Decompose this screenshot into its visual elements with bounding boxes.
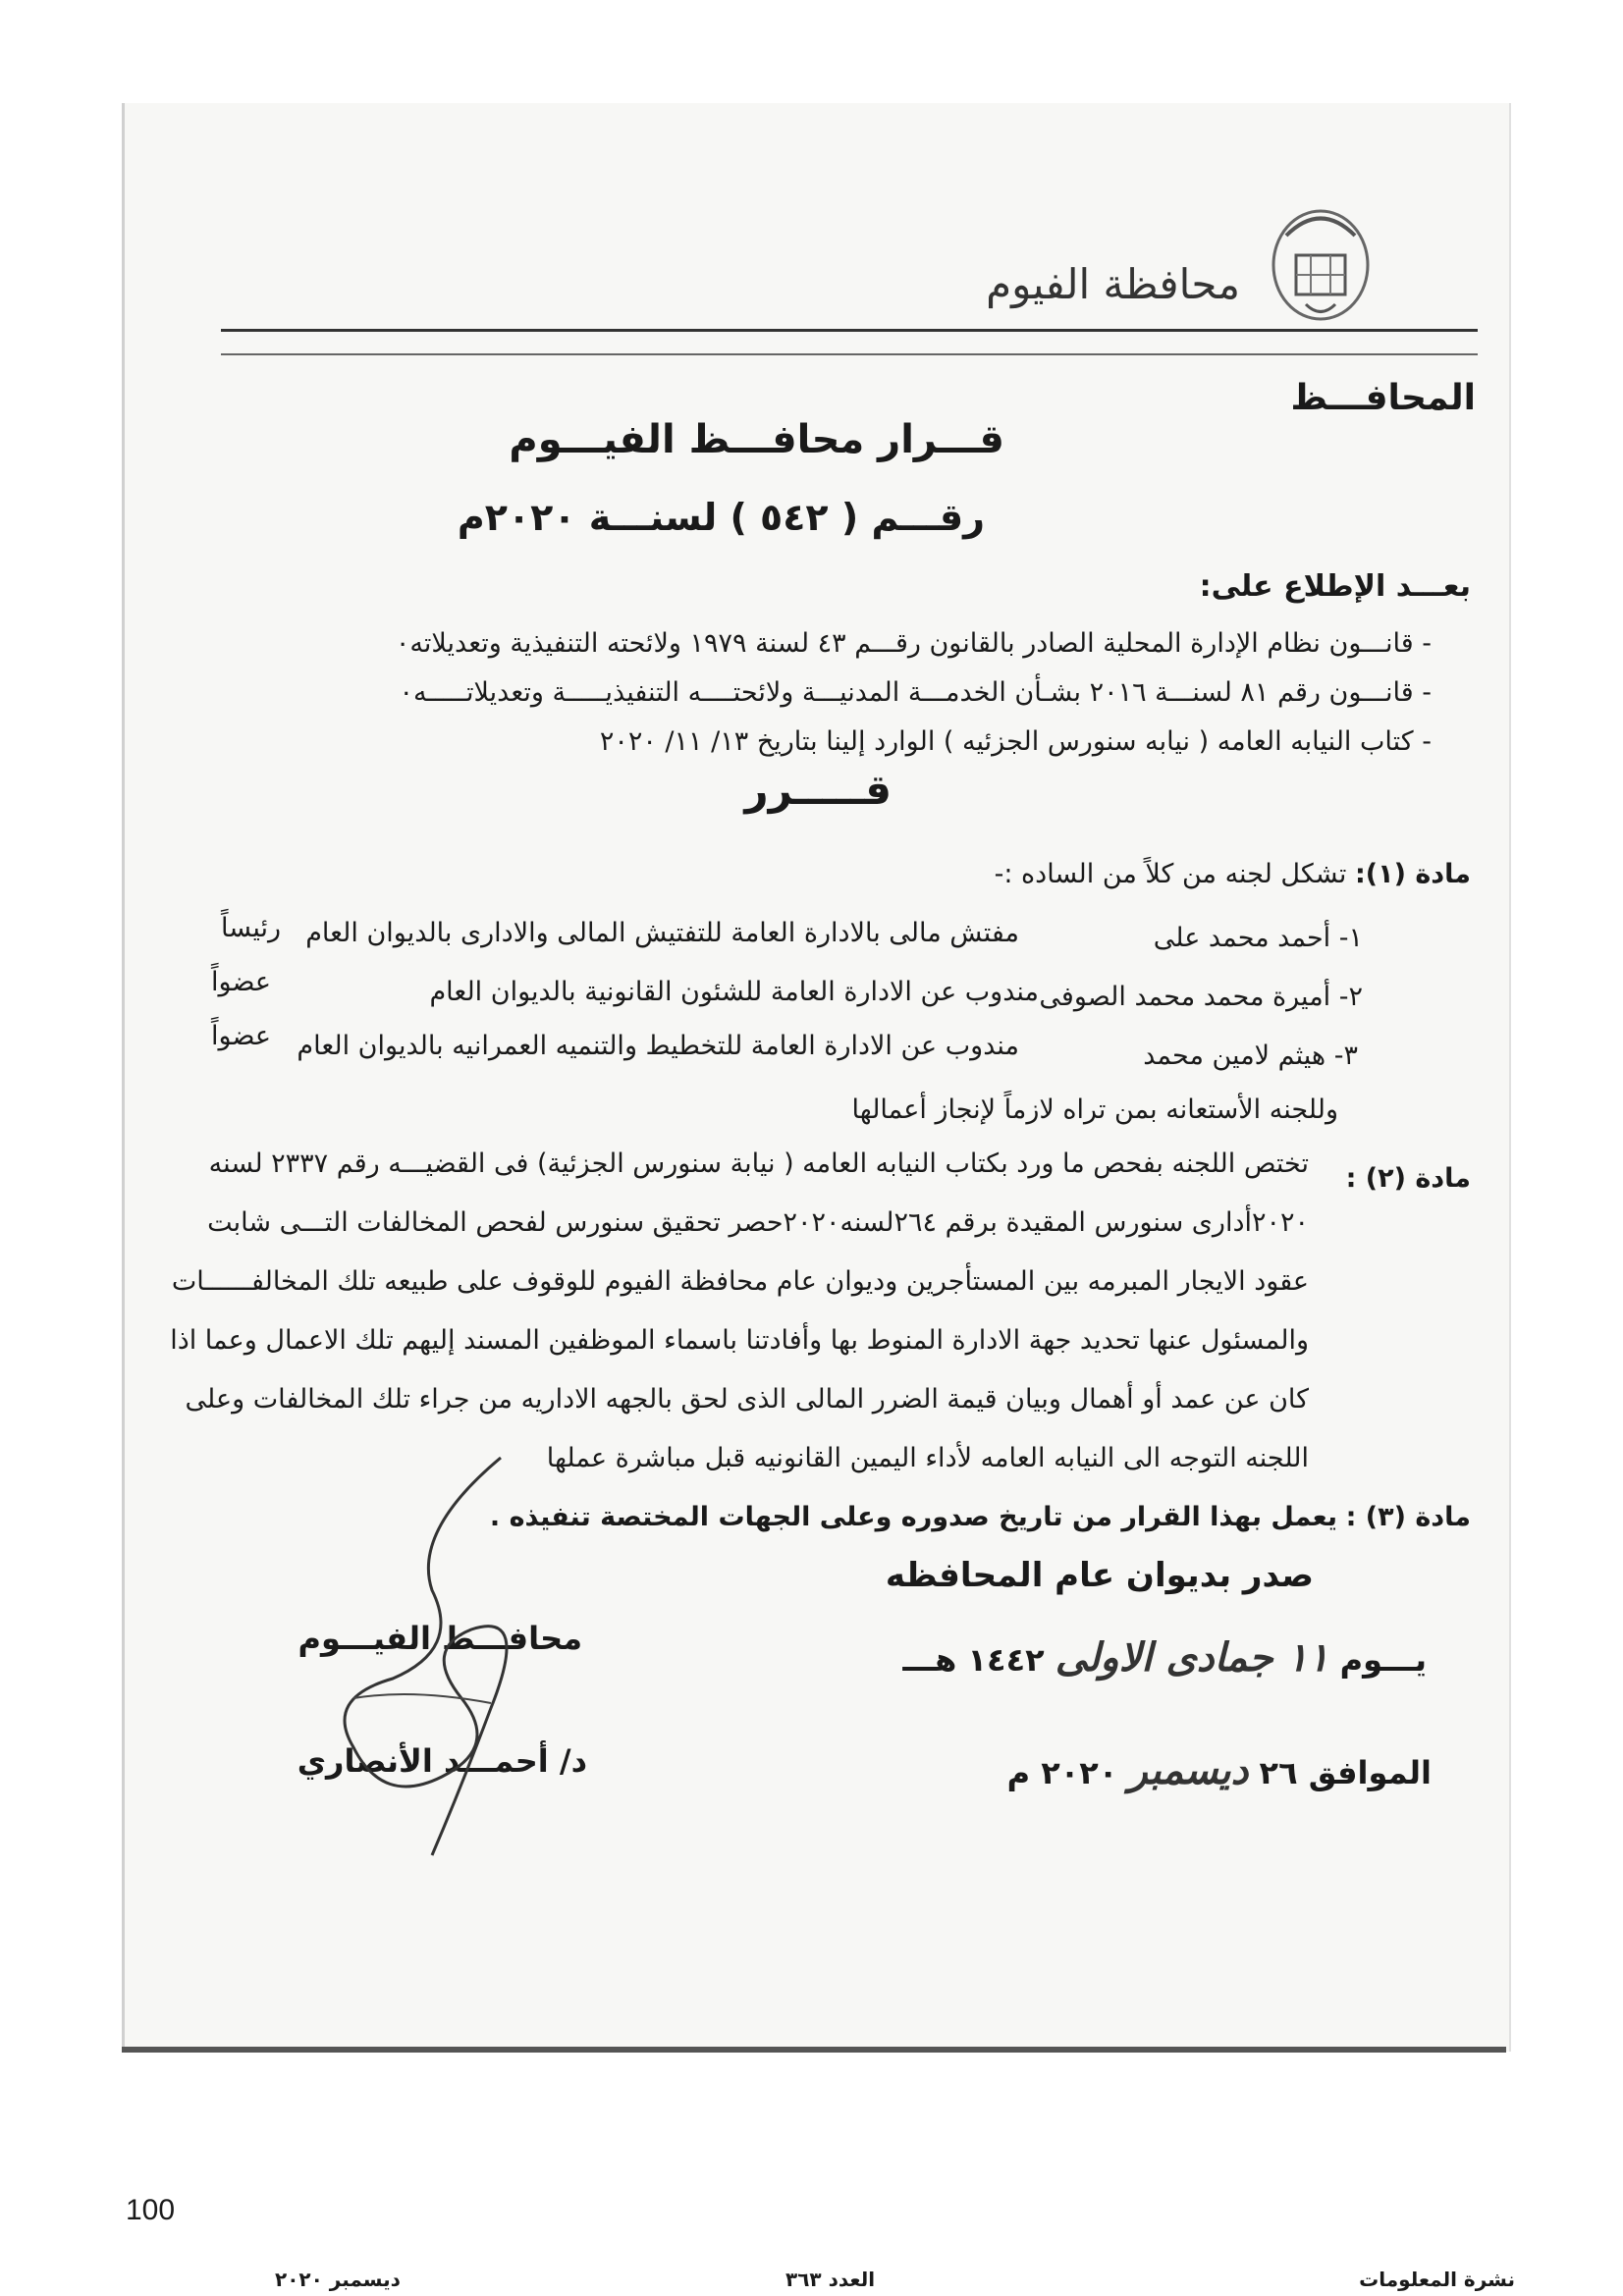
page-number: 100 (126, 2194, 176, 2226)
article-2-label: مادة (٢) : (1345, 1163, 1471, 1194)
reference-1: - قانـــون نظام الإدارة المحلية الصادر بالقانون رقـــم ٤٣ لسنة ١٩٧٩ ولائحته التنفيذية وتعديلاته٠ (395, 628, 1432, 659)
member-2-name: ٢- أميرة محمد محمد الصوفى (1039, 982, 1363, 1012)
article-1-text: تشكل لجنه من كلاً من الساده :- (994, 859, 1347, 889)
article-3-label: مادة (٣) : (1345, 1502, 1471, 1532)
article-2-line-6: اللجنه التوجه الى النيابه العامه لأداء اليمين القانونيه قبل مباشرة عملها (546, 1443, 1309, 1473)
member-1-name: ١- أحمد محمد على (1153, 923, 1363, 953)
handwritten-signature (295, 1453, 550, 1865)
member-3-name: ٣- هيثم لامين محمد (1143, 1041, 1358, 1071)
article-2-line-5: كان عن عمد أو أهمال وبيان قيمة الضرر المالى الذى لحق بالجهه الاداريه من جراء تلك المخالفات وعلى (185, 1384, 1309, 1415)
member-2-role: عضواً (211, 967, 271, 997)
article-2-line-1: تختص اللجنه بفحص ما ورد بكتاب النيابه العامه ( نيابة سنورس الجزئية) فى القضيـــه رقم ٢٣٣٧ لسنه (208, 1148, 1309, 1179)
member-3-role: عضواً (211, 1021, 271, 1051)
header-rule (221, 329, 1478, 332)
article-2-line-2: ٢٠٢٠أدارى سنورس المقيدة برقم ٢٦٤لسنه٢٠٢٠حصر تحقيق سنورس لفحص المخالفات التـــى شابت (207, 1207, 1309, 1238)
signatory-name: د/ أحمـــد الأنصاري (297, 1742, 587, 1780)
scan-edge (122, 2047, 1506, 2053)
member-3-desc: مندوب عن الادارة العامة للتخطيط والتنميه العمرانيه بالديوان العام (297, 1031, 1019, 1061)
article-1-label: مادة (١): (1354, 859, 1471, 889)
article-2-line-4: والمسئول عنها تحديد جهة الادارة المنوط بها وأفادتنا باسماء الموظفين المسند إليهم تلك الاعمال وعما اذا (170, 1325, 1309, 1356)
member-1-role: رئيساً (221, 913, 282, 943)
article-2-line-3: عقود الايجار المبرمه بين المستأجرين وديوان عام محافظة الفيوم للوقوف على طبيعه تلك المخالفــــــات (171, 1266, 1309, 1297)
decision-number: رقـــم ( ٥٤٢ ) لسنـــة ٢٠٢٠م (457, 496, 985, 539)
signatory-title: محافـــظ الفيـــوم (298, 1620, 582, 1657)
governorate-name: محافظة الفيوم (986, 260, 1240, 308)
reference-3: - كتاب النيابه العامه ( نيابه سنورس الجزئيه ) الوارد إلينا بتاريخ ١٣/ ١١/ ٢٠٢٠ (599, 726, 1432, 757)
article-3 (490, 1502, 1471, 1532)
reference-2: - قانـــون رقم ٨١ لسنـــة ٢٠١٦ بشـأن الخدمـــة المدنيـــة ولائحتــــه التنفيذيـــــة وتعديلاتـــــه٠ (399, 677, 1432, 708)
hijri-date (902, 1634, 1427, 1681)
hijri-handwritten: ١١ جمادى الاولى (1055, 1634, 1329, 1681)
footer-issue: العدد ٣٦٣ (785, 2268, 876, 2291)
issued-at: صدر بديوان عام المحافظه (885, 1556, 1314, 1595)
gregorian-suffix: ٢٠٢٠ م (1006, 1754, 1118, 1791)
header-rule-thin (221, 353, 1478, 355)
footer-date: ديسمبر ٢٠٢٠ (275, 2268, 401, 2291)
gregorian-handwritten: ديسمبر (1128, 1747, 1249, 1793)
preamble-heading: بعـــد الإطلاع على: (1199, 569, 1471, 604)
decides-heading: قـــــرر (744, 766, 892, 814)
member-2-desc: مندوب عن الادارة العامة للشئون القانونية بالديوان العام (429, 977, 1039, 1007)
gregorian-date (1007, 1747, 1432, 1793)
footer-publication: نشرة المعلومات (1359, 2268, 1515, 2291)
article-1-closing: وللجنه الأستعانه بمن تراه لازماً لإنجاز أعمالها (851, 1095, 1338, 1125)
office-label: المحافـــظ (1290, 378, 1476, 418)
hijri-prefix: يـــوم (1339, 1641, 1427, 1679)
decision-title: قـــرار محافـــظ الفيـــوم (509, 417, 1004, 462)
gregorian-prefix: الموافق ٢٦ (1259, 1754, 1432, 1791)
member-1-desc: مفتش مالى بالادارة العامة للتفتيش المالى والادارى بالديوان العام (305, 918, 1019, 948)
article-3-text: يعمل بهذا القرار من تاريخ صدوره وعلى الجهات المختصة تنفيذه . (489, 1502, 1337, 1532)
article-1 (995, 859, 1471, 889)
governorate-logo (1267, 196, 1375, 324)
hijri-suffix: ١٤٤٢ هـــ (902, 1641, 1045, 1679)
